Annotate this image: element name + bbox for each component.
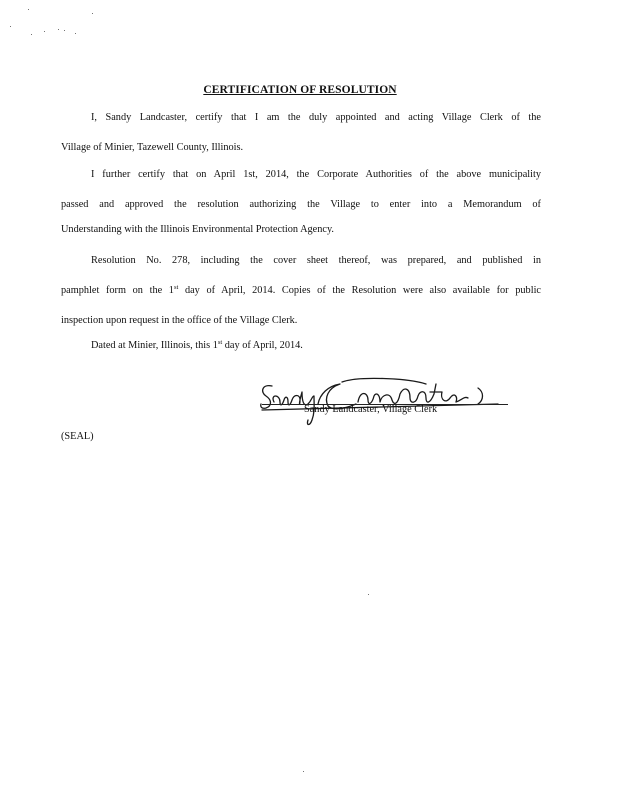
paragraph-certify-clerk [61, 103, 541, 163]
scan-speck [75, 33, 76, 34]
scan-speck [31, 34, 32, 35]
handwritten-signature [258, 374, 508, 430]
text-fragment: pamphlet form on the 1 [61, 285, 174, 296]
scan-speck [28, 9, 29, 10]
scan-speck [44, 31, 45, 32]
paragraph-resolution-published [61, 246, 541, 336]
text-line: inspection upon request in the office of the Village Clerk. [61, 315, 298, 326]
text-fragment: Dated at Minier, Illinois, this 1 [91, 340, 218, 351]
scan-speck [303, 771, 304, 772]
seal-label: (SEAL) [61, 431, 94, 442]
signatory-name: Sandy Landcaster, Village Clerk [304, 404, 438, 415]
text-fragment: day of April, 2014. [222, 340, 303, 351]
ordinal-suffix: st [173, 284, 179, 291]
ordinal-suffix: st [217, 339, 223, 346]
scan-speck [368, 594, 369, 595]
text-line: passed and approved the resolution authorizing the Village to enter into a Memorandum of [61, 199, 541, 210]
paragraph-certify-approval [61, 160, 541, 245]
scan-speck [92, 13, 93, 14]
text-line: Understanding with the Illinois Environmental Protection Agency. [61, 224, 335, 235]
document-title: CERTIFICATION OF RESOLUTION [203, 84, 397, 96]
text-line: I further certify that on April 1st, 2014, the Corporate Authorities of the above municipality [91, 169, 541, 180]
scan-speck [10, 26, 11, 27]
text-line: I, Sandy Landcaster, certify that I am the duly appointed and acting Village Clerk of the [91, 112, 541, 123]
paragraph-dated [61, 331, 541, 361]
text-line [61, 331, 541, 361]
text-fragment: day of April, 2014. Copies of the Resolution were also available for public [178, 285, 541, 296]
text-line [61, 276, 541, 306]
scan-speck [58, 29, 59, 30]
text-line: Village of Minier, Tazewell County, Illinois. [61, 142, 244, 153]
scan-speck [64, 30, 65, 31]
text-line: Resolution No. 278, including the cover sheet thereof, was prepared, and published in [91, 255, 541, 266]
